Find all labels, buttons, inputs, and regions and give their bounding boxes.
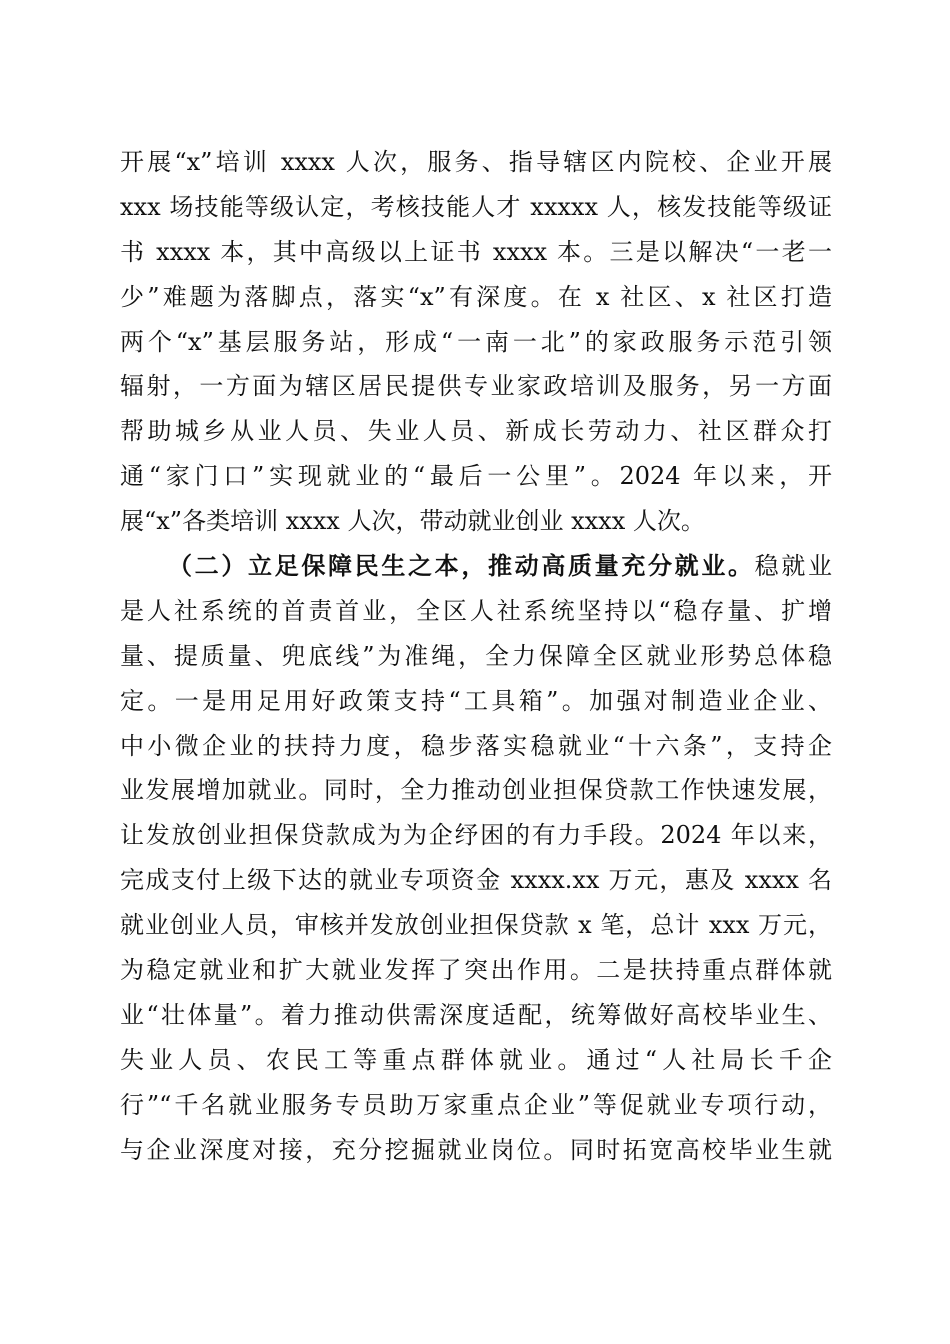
section-heading: （二）立足保障民生之本，推动高质量充分就业。 (168, 552, 755, 581)
text-line: 书 xxxx 本，其中高级以上证书 xxxx 本。三是以解决“一老一 (120, 237, 832, 266)
section-heading-tail: 稳就业 (754, 552, 832, 581)
text-line: 辐射，一方面为辖区居民提供专业家政培训及服务，另一方面 (120, 372, 832, 401)
text-line: 展“x”各类培训 xxxx 人次，带动就业创业 xxxx 人次。 (120, 507, 705, 536)
text-line: 通“家门口”实现就业的“最后一公里”。2024 年以来，开 (120, 462, 832, 491)
text-line: 失业人员、农民工等重点群体就业。通过“人社局长千企 (120, 1045, 832, 1074)
text-line: 完成支付上级下达的就业专项资金 xxxx.xx 万元，惠及 xxxx 名 (120, 866, 832, 895)
text-line: 行”“千名就业服务专员助万家重点企业”等促就业专项行动， (120, 1090, 832, 1119)
text-line: 帮助城乡从业人员、失业人员、新成长劳动力、社区群众打 (120, 417, 832, 446)
text-line: 让发放创业担保贷款成为为企纾困的有力手段。2024 年以来， (120, 821, 832, 850)
body-text (120, 140, 832, 1172)
text-line: 业发展增加就业。同时，全力推动创业担保贷款工作快速发展， (120, 776, 832, 805)
text-line: 业“壮体量”。着力推动供需深度适配，统筹做好高校毕业生、 (120, 1000, 832, 1029)
text-line: 两个“x”基层服务站，形成“一南一北”的家政服务示范引领 (120, 327, 832, 356)
text-line: xxx 场技能等级认定，考核技能人才 xxxxx 人，核发技能等级证 (120, 192, 832, 221)
text-line: 就业创业人员，审核并发放创业担保贷款 x 笔，总计 xxx 万元， (120, 911, 832, 940)
text-line: 为稳定就业和扩大就业发挥了突出作用。二是扶持重点群体就 (120, 956, 832, 985)
text-line: 是人社系统的首责首业，全区人社系统坚持以“稳存量、扩增 (120, 596, 832, 625)
text-line: 少”难题为落脚点，落实“x”有深度。在 x 社区、x 社区打造 (120, 282, 832, 311)
text-line: 量、提质量、兜底线”为准绳，全力保障全区就业形势总体稳 (120, 641, 832, 670)
text-line: 与企业深度对接，充分挖掘就业岗位。同时拓宽高校毕业生就 (120, 1135, 832, 1164)
section-heading-line (120, 544, 832, 589)
text-line: 定。一是用足用好政策支持“工具箱”。加强对制造业企业、 (120, 686, 832, 715)
text-line: 中小微企业的扶持力度，稳步落实稳就业“十六条”，支持企 (120, 731, 832, 760)
text-line: 开展“x”培训 xxxx 人次，服务、指导辖区内院校、企业开展 (120, 148, 832, 176)
